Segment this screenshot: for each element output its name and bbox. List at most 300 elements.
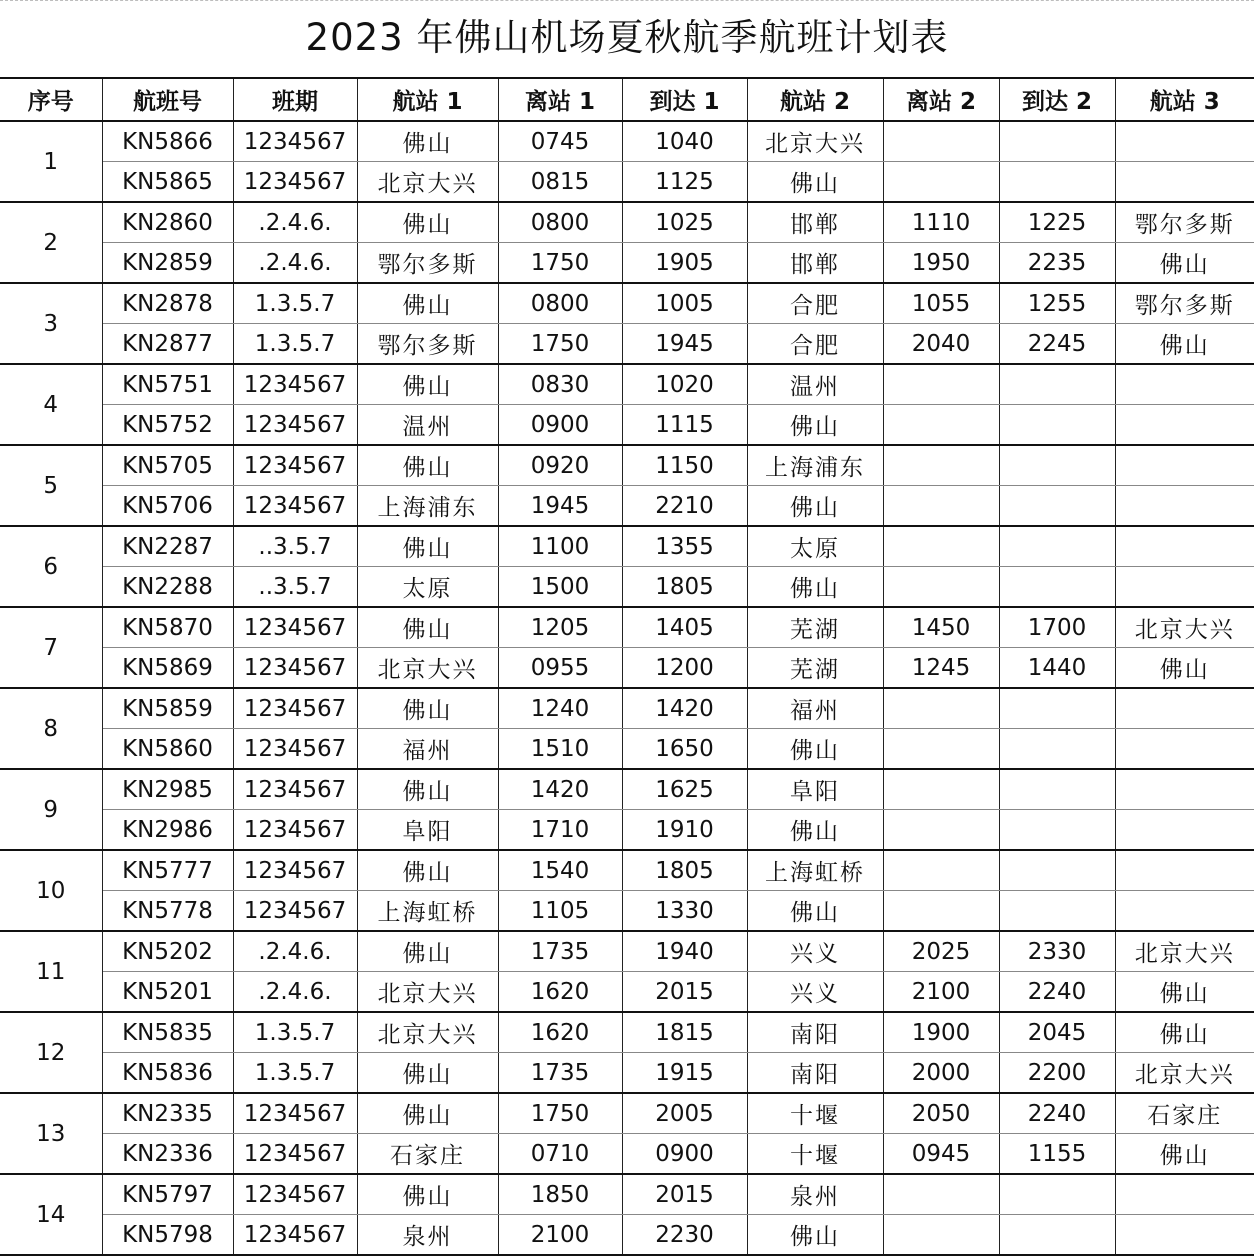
days-cell: 1234567 <box>233 810 357 851</box>
flight-number-cell: KN2288 <box>102 567 233 608</box>
station1-cell: 鄂尔多斯 <box>357 243 498 284</box>
dep2-cell <box>883 850 999 891</box>
station3-cell: 北京大兴 <box>1115 607 1254 648</box>
flight-number-cell: KN5869 <box>102 648 233 689</box>
station3-cell: 佛山 <box>1115 1134 1254 1175</box>
table-row <box>0 486 1254 527</box>
station1-cell: 佛山 <box>357 1053 498 1094</box>
days-cell: 1234567 <box>233 729 357 770</box>
dep2-cell <box>883 891 999 932</box>
col-header-station3: 航站 3 <box>1115 78 1254 121</box>
seq-cell: 4 <box>0 364 102 445</box>
col-header-arr1: 到达 1 <box>622 78 747 121</box>
col-header-arr2: 到达 2 <box>999 78 1115 121</box>
station2-cell: 邯郸 <box>747 202 883 243</box>
station1-cell: 北京大兴 <box>357 162 498 203</box>
station1-cell: 太原 <box>357 567 498 608</box>
station1-cell: 佛山 <box>357 445 498 486</box>
days-cell: 1234567 <box>233 1174 357 1215</box>
flight-number-cell: KN5866 <box>102 121 233 162</box>
days-cell: ..3.5.7 <box>233 526 357 567</box>
days-cell: 1234567 <box>233 486 357 527</box>
days-cell: 1.3.5.7 <box>233 1012 357 1053</box>
station3-cell <box>1115 162 1254 203</box>
flight-number-cell: KN5752 <box>102 405 233 446</box>
station1-cell: 佛山 <box>357 688 498 729</box>
station2-cell: 福州 <box>747 688 883 729</box>
table-row <box>0 648 1254 689</box>
flight-number-cell: KN2860 <box>102 202 233 243</box>
dep1-cell: 1620 <box>498 972 622 1013</box>
dep1-cell: 1540 <box>498 850 622 891</box>
seq-cell: 5 <box>0 445 102 526</box>
station1-cell: 福州 <box>357 729 498 770</box>
arr1-cell: 2015 <box>622 1174 747 1215</box>
days-cell: 1234567 <box>233 1093 357 1134</box>
station2-cell: 南阳 <box>747 1012 883 1053</box>
table-row <box>0 1174 1254 1215</box>
arr2-cell: 1255 <box>999 283 1115 324</box>
arr2-cell: 1700 <box>999 607 1115 648</box>
table-row <box>0 526 1254 567</box>
station2-cell: 佛山 <box>747 162 883 203</box>
dep2-cell: 1900 <box>883 1012 999 1053</box>
station2-cell: 温州 <box>747 364 883 405</box>
dep1-cell: 1710 <box>498 810 622 851</box>
table-row <box>0 1134 1254 1175</box>
dep1-cell: 1735 <box>498 1053 622 1094</box>
station3-cell <box>1115 769 1254 810</box>
dep1-cell: 1510 <box>498 729 622 770</box>
flight-number-cell: KN5751 <box>102 364 233 405</box>
flight-number-cell: KN5835 <box>102 1012 233 1053</box>
arr1-cell: 1915 <box>622 1053 747 1094</box>
dep1-cell: 0920 <box>498 445 622 486</box>
col-header-station2: 航站 2 <box>747 78 883 121</box>
arr2-cell <box>999 769 1115 810</box>
station1-cell: 佛山 <box>357 769 498 810</box>
arr2-cell: 2200 <box>999 1053 1115 1094</box>
dep1-cell: 1750 <box>498 1093 622 1134</box>
dep1-cell: 0745 <box>498 121 622 162</box>
station2-cell: 北京大兴 <box>747 121 883 162</box>
seq-cell: 12 <box>0 1012 102 1093</box>
dep1-cell: 1735 <box>498 931 622 972</box>
station2-cell: 佛山 <box>747 405 883 446</box>
station1-cell: 佛山 <box>357 121 498 162</box>
station1-cell: 温州 <box>357 405 498 446</box>
dep2-cell <box>883 1215 999 1256</box>
table-row <box>0 1012 1254 1053</box>
table-row <box>0 891 1254 932</box>
col-header-flight: 航班号 <box>102 78 233 121</box>
flight-number-cell: KN5798 <box>102 1215 233 1256</box>
dep1-cell: 1420 <box>498 769 622 810</box>
flight-number-cell: KN5202 <box>102 931 233 972</box>
station1-cell: 佛山 <box>357 607 498 648</box>
days-cell: 1234567 <box>233 1215 357 1256</box>
days-cell: 1234567 <box>233 364 357 405</box>
arr1-cell: 1150 <box>622 445 747 486</box>
arr2-cell: 2045 <box>999 1012 1115 1053</box>
arr1-cell: 2210 <box>622 486 747 527</box>
station2-cell: 泉州 <box>747 1174 883 1215</box>
flight-number-cell: KN5859 <box>102 688 233 729</box>
days-cell: 1234567 <box>233 1134 357 1175</box>
table-row <box>0 607 1254 648</box>
station2-cell: 佛山 <box>747 567 883 608</box>
station2-cell: 太原 <box>747 526 883 567</box>
station2-cell: 芜湖 <box>747 648 883 689</box>
schedule-body <box>0 121 1254 1255</box>
dep2-cell: 1110 <box>883 202 999 243</box>
table-row <box>0 769 1254 810</box>
station2-cell: 合肥 <box>747 324 883 365</box>
arr1-cell: 1020 <box>622 364 747 405</box>
station2-cell: 上海虹桥 <box>747 850 883 891</box>
arr1-cell: 1040 <box>622 121 747 162</box>
flight-number-cell: KN2287 <box>102 526 233 567</box>
dep2-cell: 0945 <box>883 1134 999 1175</box>
flight-number-cell: KN2986 <box>102 810 233 851</box>
station2-cell: 佛山 <box>747 486 883 527</box>
dep2-cell: 2050 <box>883 1093 999 1134</box>
arr1-cell: 1910 <box>622 810 747 851</box>
arr1-cell: 1405 <box>622 607 747 648</box>
station3-cell: 佛山 <box>1115 243 1254 284</box>
station2-cell: 十堰 <box>747 1093 883 1134</box>
station2-cell: 佛山 <box>747 1215 883 1256</box>
arr2-cell: 2240 <box>999 1093 1115 1134</box>
station2-cell: 南阳 <box>747 1053 883 1094</box>
station2-cell: 佛山 <box>747 891 883 932</box>
station2-cell: 佛山 <box>747 810 883 851</box>
days-cell: ..3.5.7 <box>233 567 357 608</box>
station1-cell: 佛山 <box>357 1174 498 1215</box>
dep1-cell: 1850 <box>498 1174 622 1215</box>
arr1-cell: 1650 <box>622 729 747 770</box>
dep2-cell <box>883 1174 999 1215</box>
station2-cell: 兴义 <box>747 931 883 972</box>
dep1-cell: 0800 <box>498 202 622 243</box>
station3-cell: 北京大兴 <box>1115 931 1254 972</box>
station2-cell: 上海浦东 <box>747 445 883 486</box>
arr2-cell <box>999 1215 1115 1256</box>
station1-cell: 佛山 <box>357 1093 498 1134</box>
station1-cell: 北京大兴 <box>357 648 498 689</box>
dep2-cell: 1055 <box>883 283 999 324</box>
station1-cell: 石家庄 <box>357 1134 498 1175</box>
station1-cell: 鄂尔多斯 <box>357 324 498 365</box>
table-row <box>0 931 1254 972</box>
station3-cell: 鄂尔多斯 <box>1115 283 1254 324</box>
arr1-cell: 1625 <box>622 769 747 810</box>
arr1-cell: 1420 <box>622 688 747 729</box>
table-row <box>0 1215 1254 1256</box>
table-row <box>0 810 1254 851</box>
station3-cell: 北京大兴 <box>1115 1053 1254 1094</box>
station2-cell: 合肥 <box>747 283 883 324</box>
table-row <box>0 729 1254 770</box>
dep2-cell <box>883 486 999 527</box>
dep2-cell: 1245 <box>883 648 999 689</box>
station1-cell: 佛山 <box>357 931 498 972</box>
arr2-cell <box>999 486 1115 527</box>
flight-number-cell: KN5870 <box>102 607 233 648</box>
flight-number-cell: KN2985 <box>102 769 233 810</box>
table-row <box>0 364 1254 405</box>
flight-number-cell: KN2877 <box>102 324 233 365</box>
station1-cell: 佛山 <box>357 526 498 567</box>
arr1-cell: 1330 <box>622 891 747 932</box>
flight-number-cell: KN2859 <box>102 243 233 284</box>
dep1-cell: 0955 <box>498 648 622 689</box>
table-row <box>0 283 1254 324</box>
station1-cell: 阜阳 <box>357 810 498 851</box>
arr2-cell: 2240 <box>999 972 1115 1013</box>
station3-cell <box>1115 729 1254 770</box>
days-cell: .2.4.6. <box>233 972 357 1013</box>
dep1-cell: 1620 <box>498 1012 622 1053</box>
arr1-cell: 1905 <box>622 243 747 284</box>
flight-number-cell: KN5705 <box>102 445 233 486</box>
station1-cell: 佛山 <box>357 364 498 405</box>
station3-cell <box>1115 364 1254 405</box>
flight-number-cell: KN5836 <box>102 1053 233 1094</box>
station3-cell: 石家庄 <box>1115 1093 1254 1134</box>
days-cell: 1234567 <box>233 891 357 932</box>
flight-number-cell: KN5797 <box>102 1174 233 1215</box>
arr2-cell <box>999 162 1115 203</box>
station1-cell: 北京大兴 <box>357 972 498 1013</box>
seq-cell: 6 <box>0 526 102 607</box>
dep2-cell: 2025 <box>883 931 999 972</box>
table-row <box>0 243 1254 284</box>
station3-cell <box>1115 1174 1254 1215</box>
col-header-station1: 航站 1 <box>357 78 498 121</box>
arr1-cell: 1940 <box>622 931 747 972</box>
arr1-cell: 0900 <box>622 1134 747 1175</box>
dep1-cell: 2100 <box>498 1215 622 1256</box>
seq-cell: 9 <box>0 769 102 850</box>
dep1-cell: 1240 <box>498 688 622 729</box>
seq-cell: 2 <box>0 202 102 283</box>
table-row <box>0 1093 1254 1134</box>
flight-number-cell: KN5706 <box>102 486 233 527</box>
days-cell: 1.3.5.7 <box>233 283 357 324</box>
table-row <box>0 1053 1254 1094</box>
dep1-cell: 0830 <box>498 364 622 405</box>
station3-cell <box>1115 486 1254 527</box>
station3-cell: 佛山 <box>1115 972 1254 1013</box>
station3-cell <box>1115 891 1254 932</box>
table-row <box>0 202 1254 243</box>
seq-cell: 8 <box>0 688 102 769</box>
days-cell: 1234567 <box>233 445 357 486</box>
arr1-cell: 1005 <box>622 283 747 324</box>
flight-number-cell: KN5865 <box>102 162 233 203</box>
arr2-cell: 2245 <box>999 324 1115 365</box>
flight-number-cell: KN5860 <box>102 729 233 770</box>
dep2-cell: 2040 <box>883 324 999 365</box>
table-row <box>0 405 1254 446</box>
dep1-cell: 0815 <box>498 162 622 203</box>
arr1-cell: 1025 <box>622 202 747 243</box>
station2-cell: 芜湖 <box>747 607 883 648</box>
days-cell: .2.4.6. <box>233 243 357 284</box>
arr1-cell: 1805 <box>622 567 747 608</box>
seq-cell: 10 <box>0 850 102 931</box>
arr1-cell: 1200 <box>622 648 747 689</box>
station2-cell: 兴义 <box>747 972 883 1013</box>
col-header-dep1: 离站 1 <box>498 78 622 121</box>
dep2-cell <box>883 162 999 203</box>
seq-cell: 14 <box>0 1174 102 1255</box>
arr2-cell <box>999 526 1115 567</box>
station3-cell <box>1115 405 1254 446</box>
dep2-cell <box>883 688 999 729</box>
station2-cell: 十堰 <box>747 1134 883 1175</box>
dep2-cell <box>883 405 999 446</box>
station3-cell: 佛山 <box>1115 648 1254 689</box>
arr1-cell: 2230 <box>622 1215 747 1256</box>
station2-cell: 阜阳 <box>747 769 883 810</box>
dep2-cell <box>883 121 999 162</box>
arr2-cell: 1440 <box>999 648 1115 689</box>
page-title: 2023 年佛山机场夏秋航季航班计划表 <box>305 16 949 59</box>
dep1-cell: 1945 <box>498 486 622 527</box>
arr2-cell: 2330 <box>999 931 1115 972</box>
station3-cell <box>1115 688 1254 729</box>
seq-cell: 13 <box>0 1093 102 1174</box>
days-cell: 1234567 <box>233 850 357 891</box>
station3-cell <box>1115 810 1254 851</box>
station1-cell: 佛山 <box>357 202 498 243</box>
table-row <box>0 121 1254 162</box>
station3-cell: 佛山 <box>1115 1012 1254 1053</box>
flight-number-cell: KN5201 <box>102 972 233 1013</box>
flight-number-cell: KN2336 <box>102 1134 233 1175</box>
station3-cell: 佛山 <box>1115 324 1254 365</box>
arr1-cell: 1115 <box>622 405 747 446</box>
days-cell: 1234567 <box>233 162 357 203</box>
arr1-cell: 1945 <box>622 324 747 365</box>
station3-cell <box>1115 526 1254 567</box>
arr2-cell <box>999 1174 1115 1215</box>
dep1-cell: 1105 <box>498 891 622 932</box>
dep1-cell: 1500 <box>498 567 622 608</box>
days-cell: 1234567 <box>233 688 357 729</box>
arr1-cell: 1815 <box>622 1012 747 1053</box>
days-cell: .2.4.6. <box>233 931 357 972</box>
station1-cell: 泉州 <box>357 1215 498 1256</box>
station1-cell: 上海浦东 <box>357 486 498 527</box>
days-cell: 1234567 <box>233 607 357 648</box>
seq-cell: 7 <box>0 607 102 688</box>
header-row <box>0 78 1254 121</box>
arr2-cell <box>999 567 1115 608</box>
dep2-cell <box>883 567 999 608</box>
dep2-cell <box>883 810 999 851</box>
dep1-cell: 1100 <box>498 526 622 567</box>
arr2-cell <box>999 121 1115 162</box>
station3-cell <box>1115 445 1254 486</box>
arr2-cell: 1225 <box>999 202 1115 243</box>
dep2-cell <box>883 769 999 810</box>
arr2-cell <box>999 688 1115 729</box>
table-row <box>0 445 1254 486</box>
days-cell: 1234567 <box>233 405 357 446</box>
dep2-cell: 1450 <box>883 607 999 648</box>
days-cell: 1.3.5.7 <box>233 1053 357 1094</box>
seq-cell: 11 <box>0 931 102 1012</box>
arr1-cell: 2005 <box>622 1093 747 1134</box>
arr1-cell: 1805 <box>622 850 747 891</box>
station3-cell <box>1115 567 1254 608</box>
dep2-cell: 2100 <box>883 972 999 1013</box>
dep2-cell <box>883 729 999 770</box>
arr2-cell <box>999 445 1115 486</box>
days-cell: 1234567 <box>233 121 357 162</box>
flight-number-cell: KN2335 <box>102 1093 233 1134</box>
station3-cell <box>1115 850 1254 891</box>
dep1-cell: 1750 <box>498 243 622 284</box>
arr2-cell <box>999 850 1115 891</box>
days-cell: 1234567 <box>233 769 357 810</box>
table-row <box>0 567 1254 608</box>
col-header-days: 班期 <box>233 78 357 121</box>
table-row <box>0 972 1254 1013</box>
dep2-cell <box>883 364 999 405</box>
arr2-cell <box>999 810 1115 851</box>
flight-schedule-table <box>0 77 1254 1256</box>
station2-cell: 佛山 <box>747 729 883 770</box>
flight-number-cell: KN2878 <box>102 283 233 324</box>
station3-cell <box>1115 121 1254 162</box>
station1-cell: 佛山 <box>357 850 498 891</box>
dep2-cell: 1950 <box>883 243 999 284</box>
arr1-cell: 1355 <box>622 526 747 567</box>
station1-cell: 北京大兴 <box>357 1012 498 1053</box>
station2-cell: 邯郸 <box>747 243 883 284</box>
arr2-cell <box>999 364 1115 405</box>
dep1-cell: 0900 <box>498 405 622 446</box>
col-header-seq: 序号 <box>0 78 102 121</box>
dep2-cell: 2000 <box>883 1053 999 1094</box>
dep2-cell <box>883 445 999 486</box>
dep1-cell: 1205 <box>498 607 622 648</box>
station3-cell <box>1115 1215 1254 1256</box>
arr1-cell: 2015 <box>622 972 747 1013</box>
table-row <box>0 162 1254 203</box>
flight-number-cell: KN5778 <box>102 891 233 932</box>
seq-cell: 1 <box>0 121 102 202</box>
days-cell: 1.3.5.7 <box>233 324 357 365</box>
days-cell: .2.4.6. <box>233 202 357 243</box>
station3-cell: 鄂尔多斯 <box>1115 202 1254 243</box>
dep1-cell: 1750 <box>498 324 622 365</box>
arr2-cell: 1155 <box>999 1134 1115 1175</box>
arr2-cell <box>999 891 1115 932</box>
dep2-cell <box>883 526 999 567</box>
dep1-cell: 0710 <box>498 1134 622 1175</box>
table-row <box>0 324 1254 365</box>
table-row <box>0 850 1254 891</box>
days-cell: 1234567 <box>233 648 357 689</box>
table-row <box>0 688 1254 729</box>
arr1-cell: 1125 <box>622 162 747 203</box>
dep1-cell: 0800 <box>498 283 622 324</box>
